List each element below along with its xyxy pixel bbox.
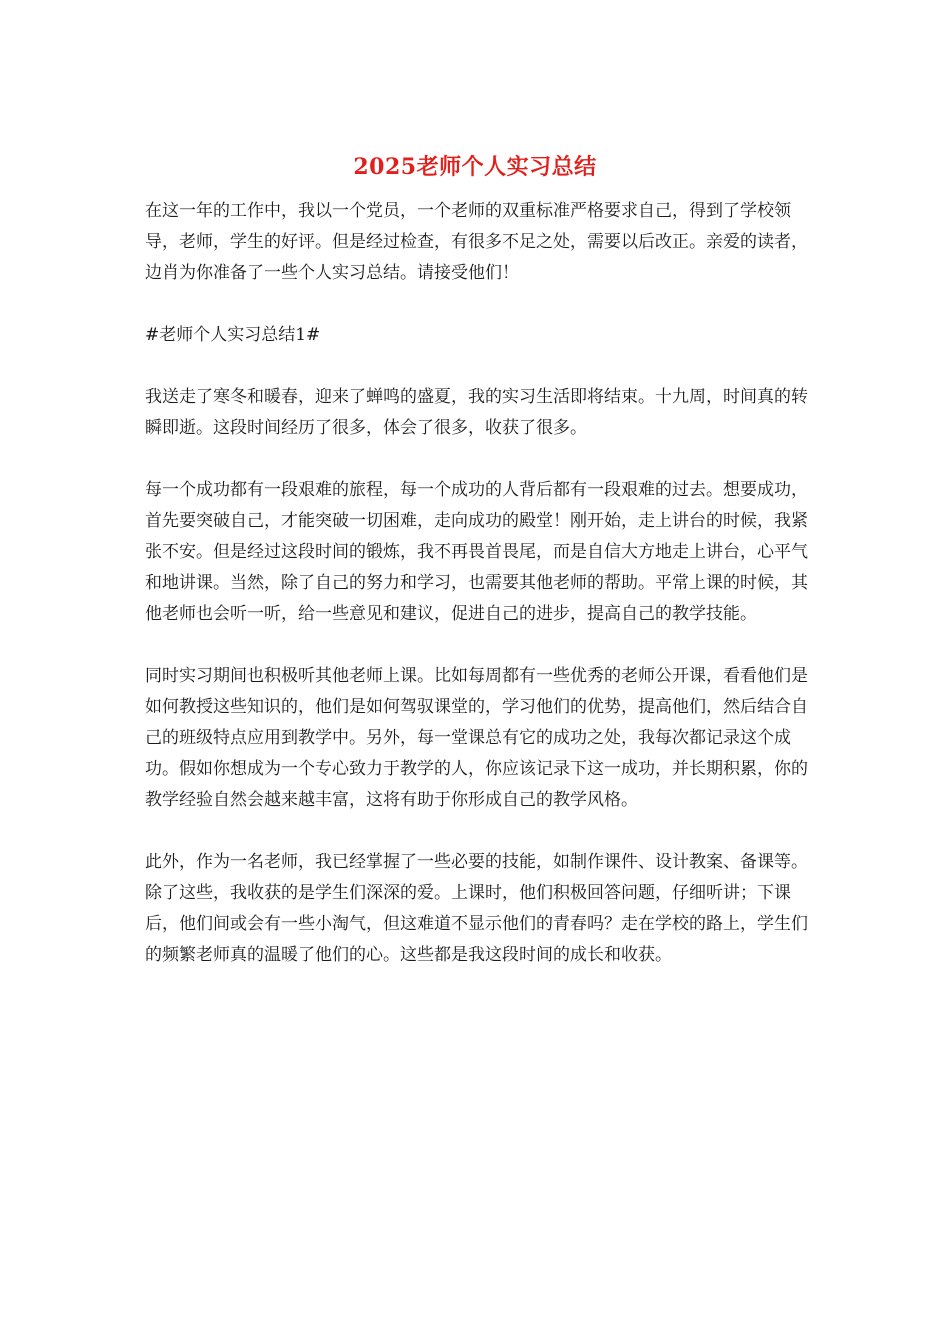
section-heading: #老师个人实习总结1# [145, 325, 321, 345]
document-body [145, 196, 810, 971]
paragraph: 每一个成功都有一段艰难的旅程，每一个成功的人背后都有一段艰难的过去。想要成功，首先要突破自己，才能突破一切困难，走向成功的殿堂！刚开始，走上讲台的时候，我紧张不安。但是经过这段时间的锻炼，我不再畏首畏尾，而是自信大方地走上讲台，心平气和地讲课。当然，除了自己的努力和学习，也需要其他老师的帮助。平常上课的时候，其他老师也会听一听，给一些意见和建议，促进自己的进步，提高自己的教学技能。 [145, 480, 808, 624]
paragraph: 我送走了寒冬和暖春，迎来了蝉鸣的盛夏，我的实习生活即将结束。十九周，时间真的转瞬即逝。这段时间经历了很多，体会了很多，收获了很多。 [145, 387, 808, 438]
paragraph-intro: 在这一年的工作中，我以一个党员，一个老师的双重标准严格要求自己，得到了学校领导，老师，学生的好评。但是经过检查，有很多不足之处，需要以后改正。亲爱的读者，边肖为你准备了一些个人实习总结。请接受他们！ [145, 201, 808, 283]
document-title: 2025老师个人实习总结 [353, 154, 597, 180]
paragraph: 此外，作为一名老师，我已经掌握了一些必要的技能，如制作课件、设计教案、备课等。除了这些，我收获的是学生们深深的爱。上课时，他们积极回答问题，仔细听讲；下课后，他们间或会有一些小淘气，但这难道不显示他们的青春吗？走在学校的路上，学生们的频繁老师真的温暖了他们的心。这些都是我这段时间的成长和收获。 [145, 852, 808, 965]
paragraph: 同时实习期间也积极听其他老师上课。比如每周都有一些优秀的老师公开课，看看他们是如何教授这些知识的，他们是如何驾驭课堂的，学习他们的优势，提高他们，然后结合自己的班级特点应用到教学中。另外，每一堂课总有它的成功之处，我每次都记录这个成功。假如你想成为一个专心致力于教学的人，你应该记录下这一成功，并长期积累，你的教学经验自然会越来越丰富，这将有助于你形成自己的教学风格。 [145, 666, 808, 810]
